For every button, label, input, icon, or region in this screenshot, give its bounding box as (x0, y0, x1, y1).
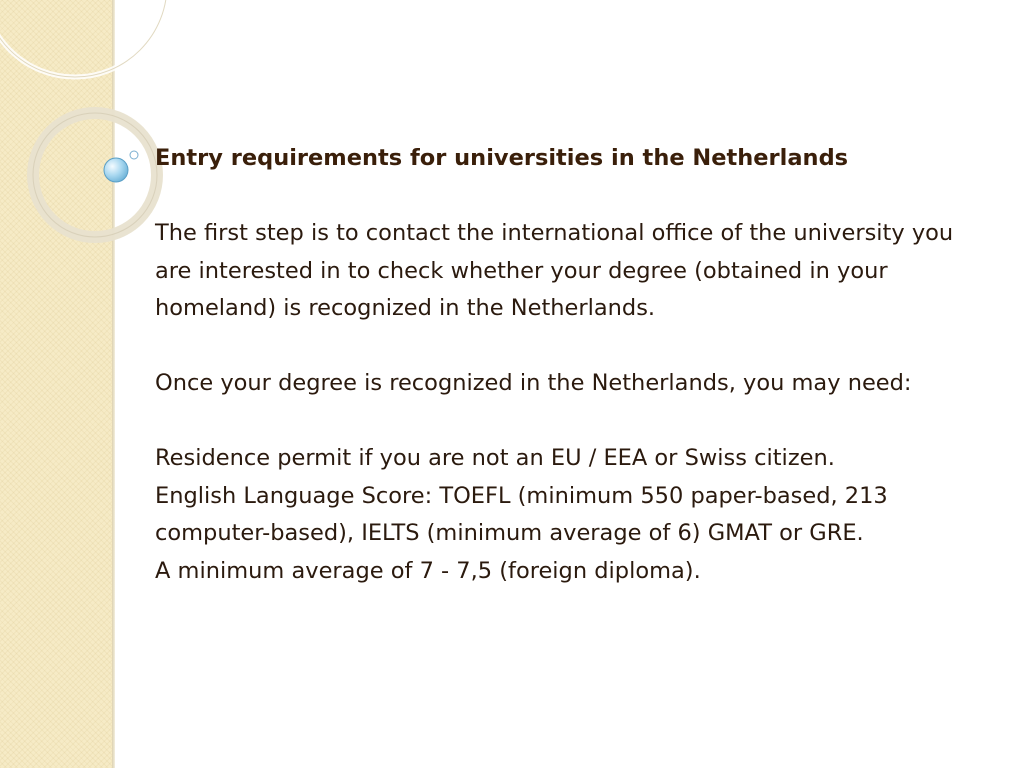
requirement-residence-permit: Residence permit if you are not an EU / EEA or Swiss citizen. (155, 445, 835, 471)
spacer (155, 403, 975, 441)
need-paragraph: Once your degree is recognized in the Netherlands, you may need: (155, 370, 912, 396)
requirement-english-score: English Language Score: TOEFL (minimum 550 paper-based, 213 computer-based), IELTS (minimum average of 6) GMAT or GRE. (155, 482, 888, 546)
large-bubble-icon (104, 158, 128, 182)
top-ring-outline (0, 0, 167, 77)
bubble-bullet-icon (130, 151, 138, 159)
top-ring (0, 0, 167, 77)
middle-ring (33, 113, 157, 237)
intro-paragraph: The first step is to contact the international office of the university you are interested in to check whether your degree (obtained in your homeland) is recognized in the Netherlands. (155, 220, 954, 321)
spacer (155, 178, 975, 216)
requirement-minimum-average: A minimum average of 7 - 7,5 (foreign diploma). (155, 557, 701, 584)
slide-heading: Entry requirements for universities in the Netherlands (155, 145, 849, 171)
spacer (155, 328, 975, 366)
slide-body (155, 140, 975, 590)
